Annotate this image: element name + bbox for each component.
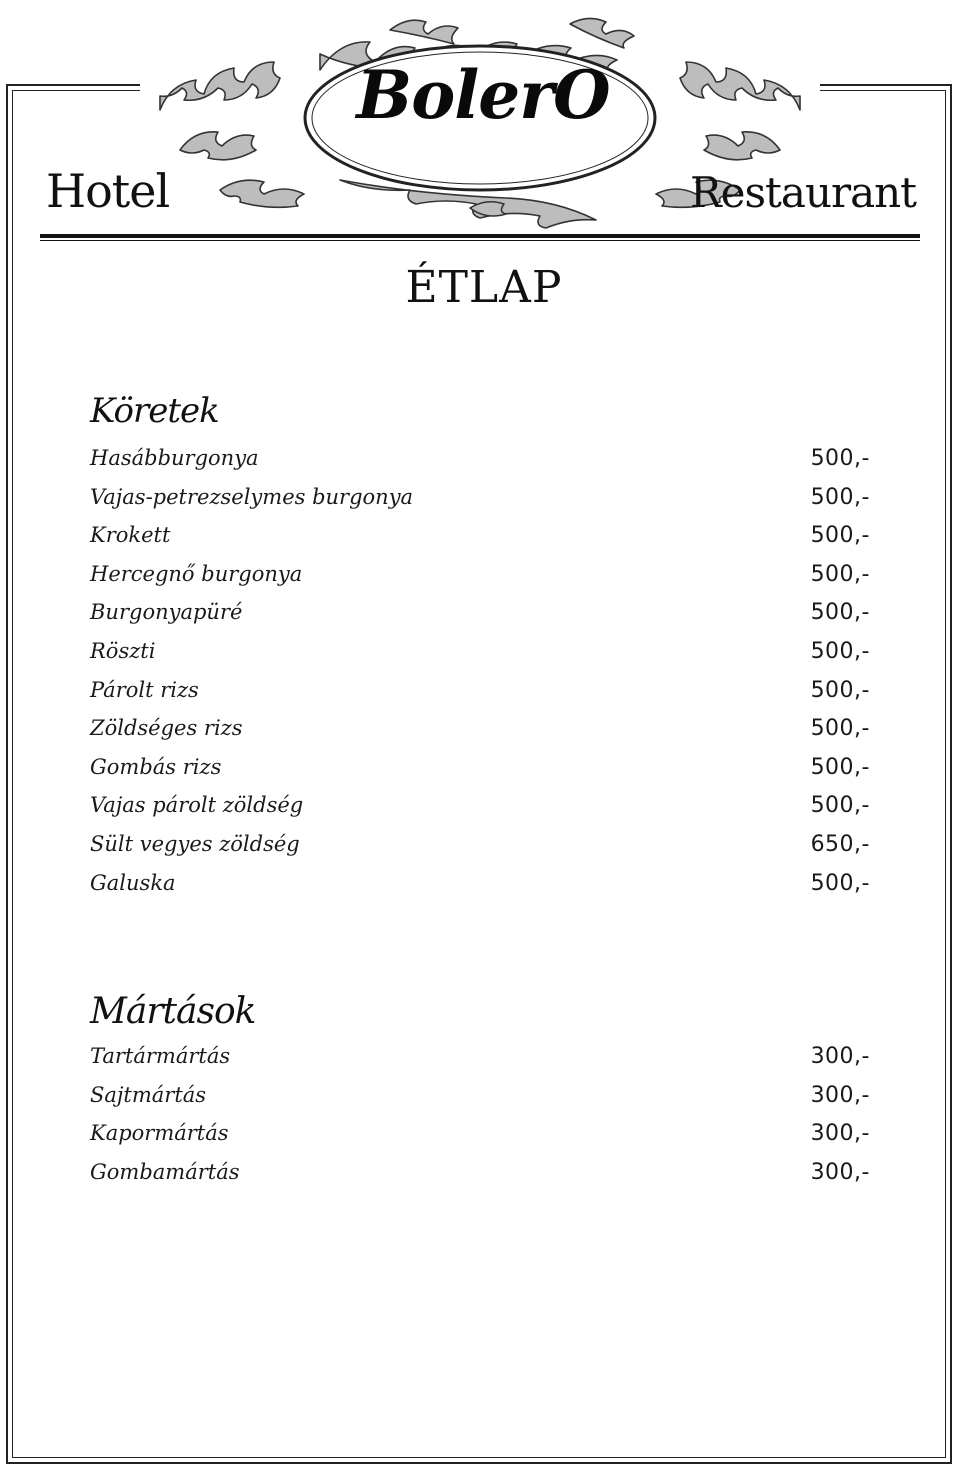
item-name: Krokett [90,523,171,548]
logo-wordmark: BolerO [356,56,610,134]
section-koretek [90,391,870,909]
menu-item [90,793,870,832]
item-name: Burgonyapüré [90,600,243,625]
item-name: Zöldséges rizs [90,716,243,741]
item-price: 500,- [810,870,870,896]
item-name: Vajas párolt zöldség [90,793,304,818]
item-name: Galuska [90,870,176,895]
item-name: Vajas-petrezselymes burgonya [90,484,414,509]
menu-item [90,600,870,639]
item-price: 300,- [810,1044,870,1069]
menu-list [90,446,870,909]
item-name: Hercegnő burgonya [90,561,303,586]
item-name: Kapormártás [90,1121,229,1146]
header-restaurant-word: Restaurant [690,168,917,217]
menu-item [90,755,870,794]
menu-item [90,1160,870,1199]
menu-item [90,871,870,910]
item-price: 300,- [810,1159,870,1185]
header-hotel-word: Hotel [46,164,170,218]
section-martasok [90,991,870,1198]
section-title: Mártások [90,991,256,1032]
menu-item [90,1121,870,1160]
menu-item [90,446,870,485]
menu-item [90,523,870,562]
item-name: Tartármártás [90,1044,231,1068]
item-name: Röszti [90,638,156,663]
item-price: 500,- [810,484,870,510]
menu-item [90,716,870,755]
item-price: 500,- [810,638,870,664]
item-name: Hasábburgonya [90,446,259,470]
item-price: 500,- [810,754,870,780]
menu-list [90,1044,870,1198]
item-name: Párolt rizs [90,677,199,702]
menu-item [90,1044,870,1083]
menu-item [90,678,870,717]
item-price: 500,- [810,677,870,703]
page-title: ÉTLAP [405,262,563,313]
menu-item [90,639,870,678]
item-name: Gombás rizs [90,754,222,779]
item-name: Sajtmártás [90,1082,207,1107]
item-price: 500,- [810,716,870,742]
section-title: Köretek [90,391,219,431]
menu-item [90,1083,870,1122]
item-price: 500,- [810,446,870,471]
menu-item [90,485,870,524]
menu-item [90,832,870,871]
header-divider-thick [40,234,920,238]
menu-item [90,562,870,601]
item-price: 500,- [810,793,870,819]
item-price: 500,- [810,600,870,626]
item-name: Sült vegyes zöldség [90,831,300,856]
item-name: Gombamártás [90,1159,240,1184]
item-price: 300,- [810,1121,870,1147]
item-price: 300,- [810,1082,870,1108]
header-divider-thin [40,240,920,241]
item-price: 500,- [810,561,870,587]
item-price: 650,- [810,831,870,857]
item-price: 500,- [810,523,870,549]
